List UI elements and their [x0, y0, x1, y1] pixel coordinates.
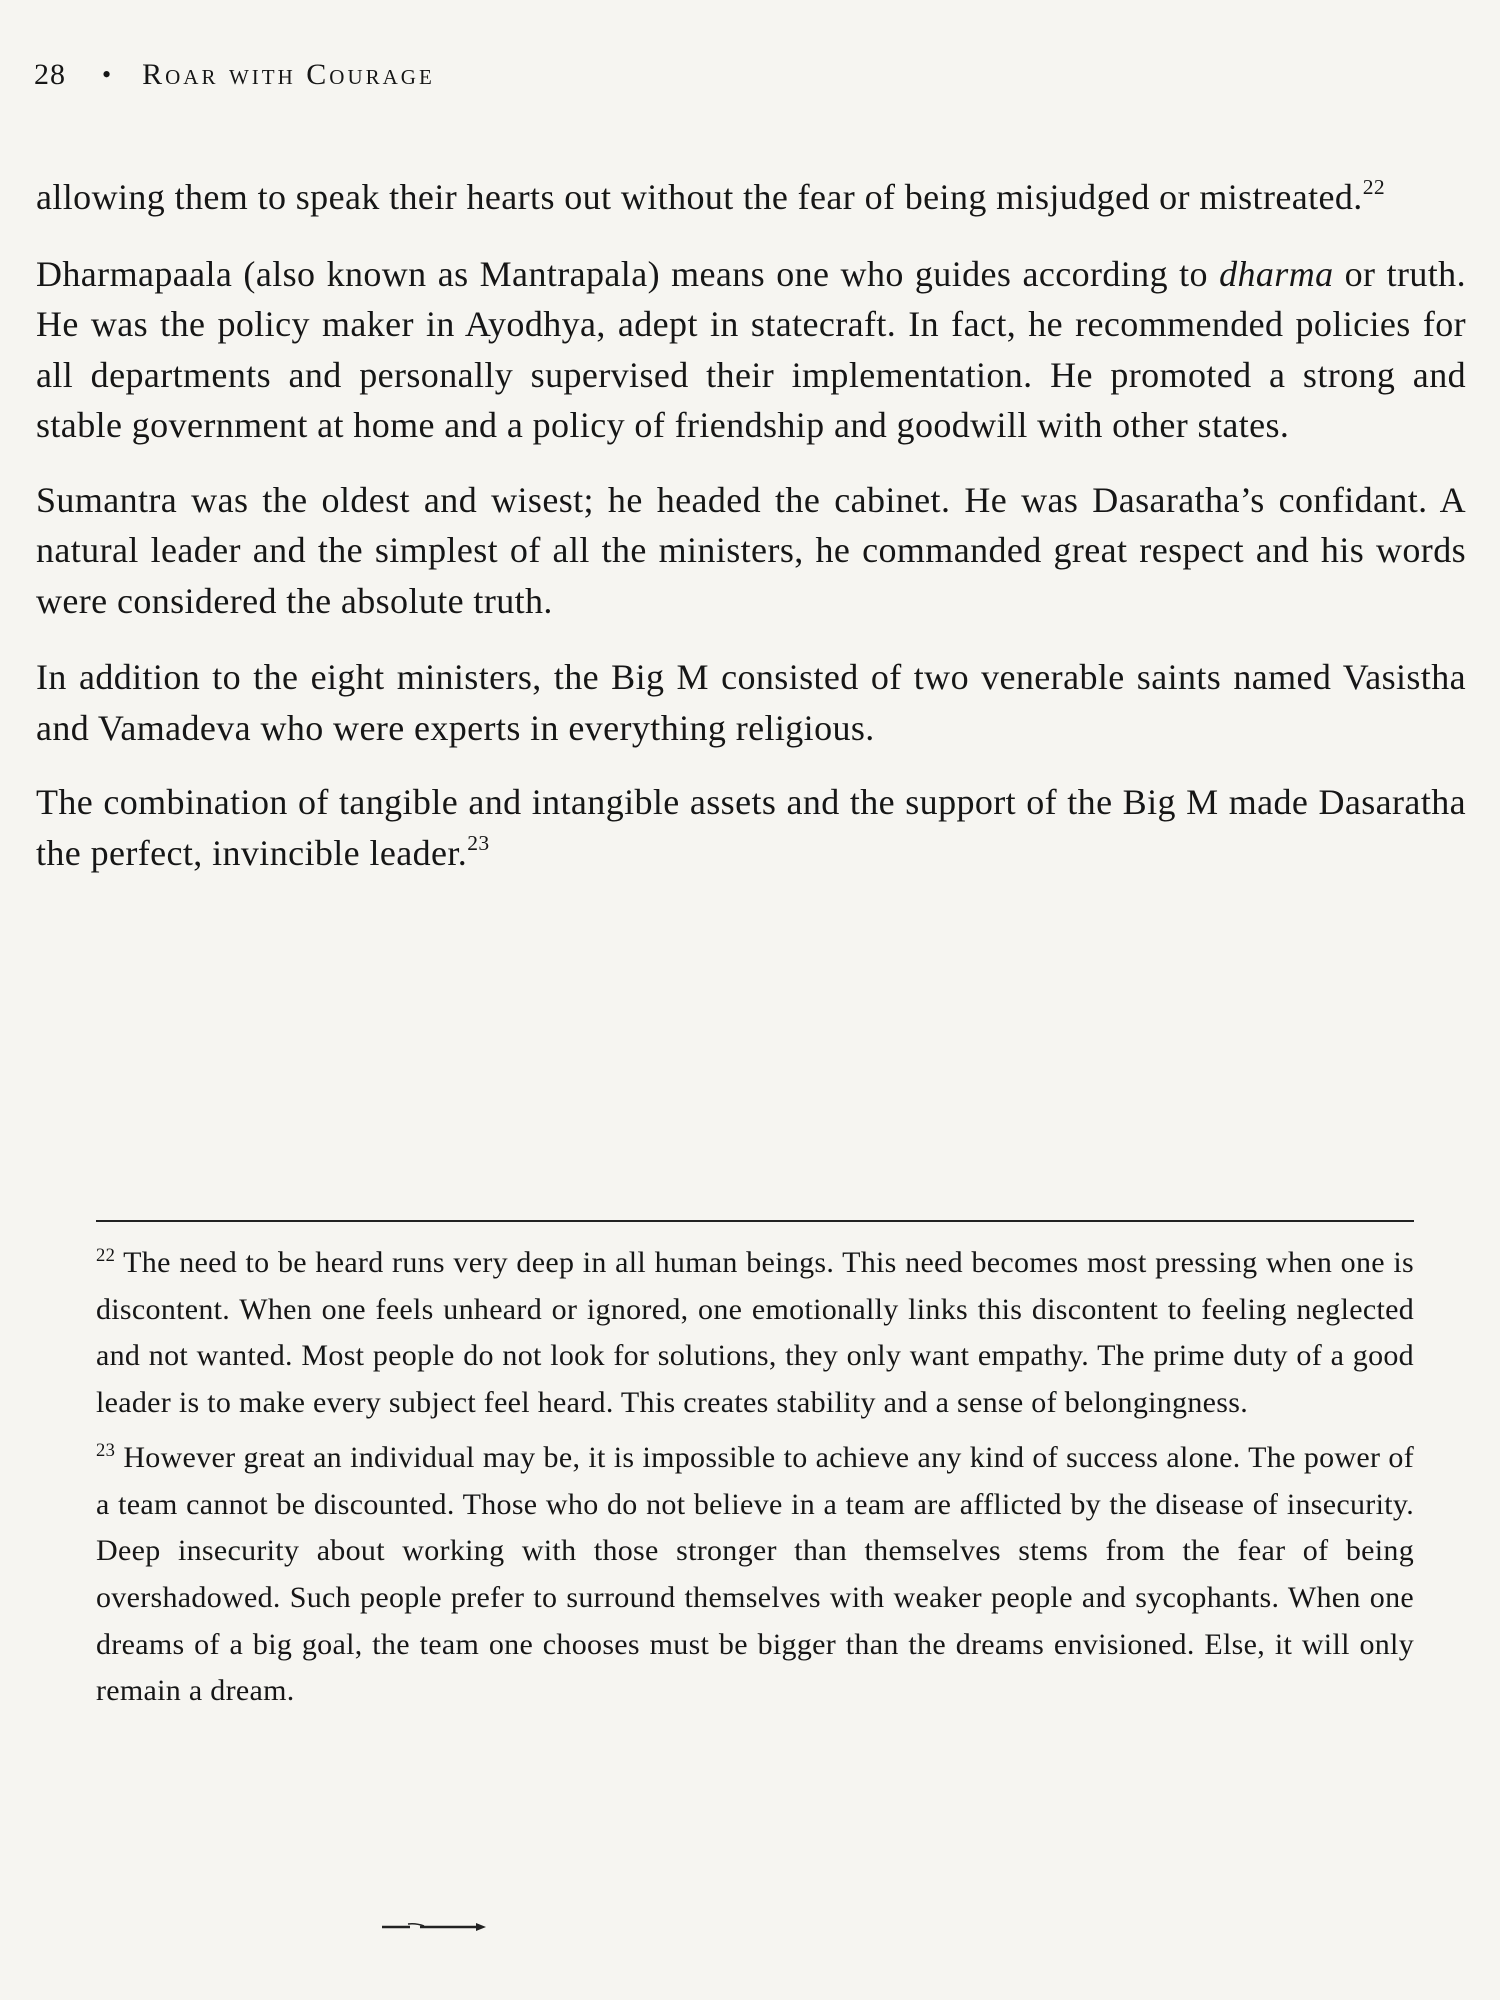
book-title: Roar with Courage: [142, 58, 435, 91]
running-header: [34, 58, 435, 92]
footnote-divider: [96, 1220, 1414, 1222]
footnote-text: However great an individual may be, it is impossible to achieve any kind of success alone. The power of a team cannot be discounted. Those who do not believe in a team are afflicted by the disease of insecurity. Deep insecurity about working with those stronger than themselves stems from the fear of being overshadowed. Such people prefer to surround themselves with weaker people and sycophants. When one dreams of a big goal, the team one chooses must be bigger than the dreams envisioned. Else, it will only remain a dream.: [96, 1440, 1414, 1708]
emphasis-dharma: dharma: [1219, 253, 1334, 294]
paragraph-text: or truth. He was the policy maker in Ayodhya, adept in statecraft. In fact, he recommended policies for all departments and personally supervised their implementation. He promoted a strong and stable government at home and a policy of friendship and goodwill with other states.: [36, 253, 1466, 445]
paragraph-continued: [36, 172, 1466, 223]
page-number: 28: [34, 58, 66, 91]
paragraph-saints: In addition to the eight ministers, the Big M consisted of two venerable saints named Vasistha and Vamadeva who were experts in everything religious.: [36, 657, 1466, 748]
footnote-mark: 23: [96, 1439, 116, 1461]
footnote-22: [96, 1240, 1414, 1427]
paragraph-text: The combination of tangible and intangible assets and the support of the Big M made Dasaratha the perfect, invincible leader.: [36, 782, 1466, 873]
footnote-mark: 22: [96, 1244, 116, 1266]
paragraph-text: Dharmapaala (also known as Mantrapala) means one who guides according to: [36, 253, 1220, 294]
paragraph-sumantra: Sumantra was the oldest and wisest; he headed the cabinet. He was Dasaratha’s confidant. A natural leader and the simplest of all the ministers, he commanded great respect and his words were considered the absolute truth.: [36, 479, 1466, 621]
footnote-text: The need to be heard runs very deep in all human beings. This need becomes most pressing when one is discontent. When one feels unheard or ignored, one emotionally links this discontent to feeling neglected and not wanted. Most people do not look for solutions, they only want empathy. The prime duty of a good leader is to make every subject feel heard. This creates stability and a sense of belongingness.: [96, 1246, 1414, 1420]
end-ornament-icon: [380, 1920, 490, 1934]
paragraph-text: allowing them to speak their hearts out without the fear of being misjudged or mistreated.: [36, 177, 1363, 217]
footnotes: [96, 1240, 1414, 1723]
header-bullet: •: [102, 60, 113, 89]
footnote-ref-22: 22: [1362, 174, 1386, 199]
paragraph-dharmapaala: [36, 249, 1466, 451]
footnote-23: [96, 1435, 1414, 1715]
footnote-ref-23: 23: [467, 830, 490, 855]
paragraph-combination: [36, 777, 1466, 878]
main-text: [36, 172, 1466, 902]
